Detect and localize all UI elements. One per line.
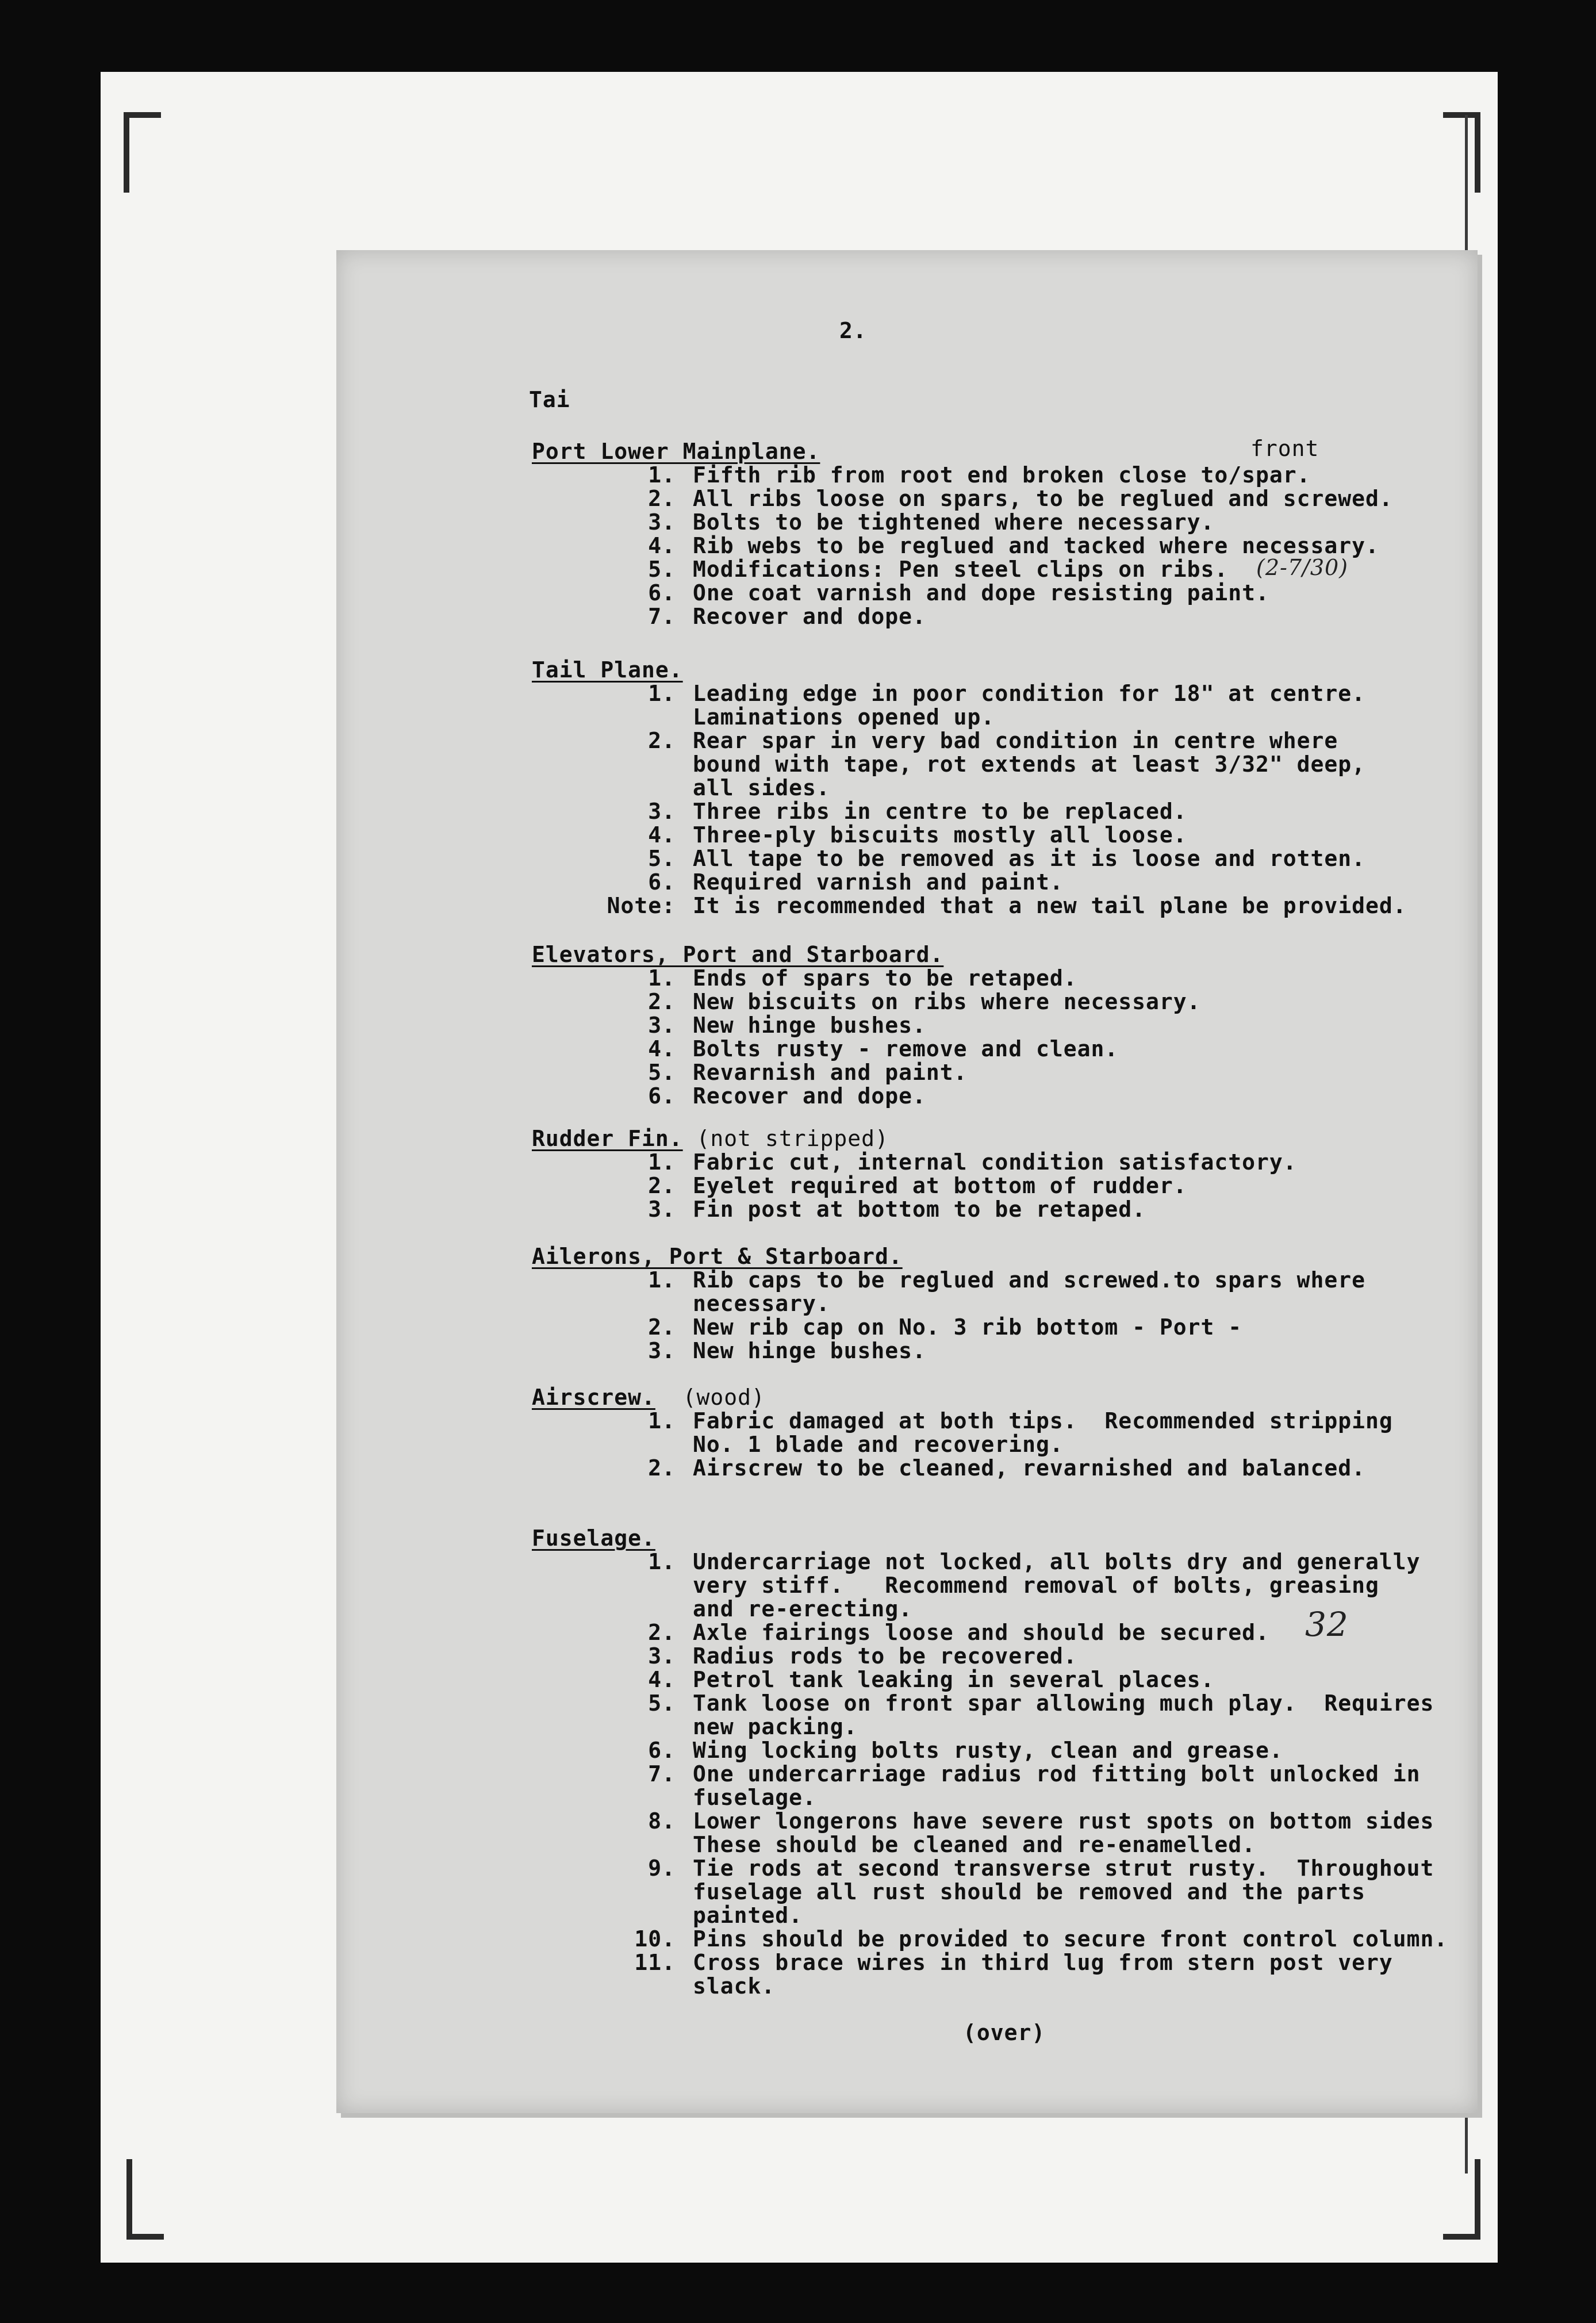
corner-mark-top-right <box>1443 112 1480 193</box>
item-number: 7. <box>648 1761 676 1787</box>
item-text: Fabric cut, internal condition satisfactory. <box>693 1149 1297 1175</box>
list-item <box>532 1014 1200 1037</box>
item-number: 2. <box>648 989 676 1014</box>
section-heading: Rudder Fin. <box>532 1126 683 1151</box>
page-number: 2. <box>839 318 867 343</box>
item-number: 1. <box>648 1408 676 1433</box>
item-text: Rib webs to be reglued and tacked where necessary. <box>693 533 1379 558</box>
list-item <box>532 1268 1365 1316</box>
item-number: 2. <box>648 1173 676 1198</box>
list-item <box>532 729 1407 800</box>
corner-mark-bottom-right <box>1443 2159 1480 2240</box>
section-4 <box>532 1245 1365 1363</box>
item-text: Tie rods at second transverse strut rusty. Throughout fuselage all rust should be removed and the parts painted. <box>693 1856 1434 1928</box>
list-item <box>532 682 1407 729</box>
item-number: 4. <box>648 822 676 848</box>
list-item <box>532 1316 1365 1339</box>
list-item <box>532 871 1407 894</box>
corner-mark-top-left <box>124 112 161 193</box>
section-heading-row <box>532 1245 1365 1268</box>
item-text: Bolts to be tightened where necessary. <box>693 509 1215 535</box>
list-item <box>532 511 1393 534</box>
list-item <box>532 1951 1448 1998</box>
item-text: Recover and dope. <box>693 604 926 629</box>
list-item <box>532 605 1393 628</box>
item-text: It is recommended that a new tail plane be provided. <box>693 893 1407 918</box>
list-item <box>532 1151 1297 1174</box>
item-number: 5. <box>648 1060 676 1085</box>
list-item <box>532 581 1393 605</box>
item-number: 1. <box>648 681 676 706</box>
item-number: 2. <box>648 728 676 753</box>
section-3 <box>532 1127 1297 1221</box>
item-text: New biscuits on ribs where necessary. <box>693 989 1201 1014</box>
section-2 <box>532 943 1200 1108</box>
list-item <box>532 1927 1448 1951</box>
item-text: Undercarriage not locked, all bolts dry and generally very stiff. Recommend removal of bolts, greasing and re-erecting. <box>693 1549 1421 1621</box>
section-heading-row <box>532 440 1393 463</box>
section-heading: Airscrew. <box>532 1385 655 1410</box>
item-number: 9. <box>648 1856 676 1881</box>
list-item <box>532 1037 1200 1061</box>
item-number: 11. <box>634 1950 676 1975</box>
item-number: 5. <box>648 557 676 582</box>
item-text: All ribs loose on spars, to be reglued and screwed. <box>693 486 1393 511</box>
item-number: 8. <box>648 1808 676 1834</box>
item-number: 2. <box>648 486 676 511</box>
list-item <box>532 463 1393 487</box>
section-heading-row <box>532 1127 1297 1151</box>
list-item <box>532 1198 1297 1221</box>
item-number: 6. <box>648 580 676 605</box>
section-heading-row <box>532 658 1407 682</box>
item-number: 1. <box>648 462 676 488</box>
list-item <box>532 534 1393 558</box>
list-item <box>532 1644 1448 1668</box>
list-item <box>532 847 1407 871</box>
item-text: All tape to be removed as it is loose and rotten. <box>693 846 1366 871</box>
item-text: One coat varnish and dope resisting paint. <box>693 580 1269 605</box>
section-heading-row <box>532 943 1200 967</box>
item-text: Recover and dope. <box>693 1083 926 1109</box>
item-text: Petrol tank leaking in several places. <box>693 1667 1215 1692</box>
list-item <box>532 1061 1200 1084</box>
item-number: 3. <box>648 1338 676 1363</box>
item-text: Tank loose on front spar allowing much play. Requires new packing. <box>693 1690 1434 1739</box>
section-heading-note: (wood) <box>655 1385 765 1410</box>
item-text: Rib caps to be reglued and screwed.to spars where necessary. <box>693 1267 1366 1316</box>
item-text: Cross brace wires in third lug from stern post very slack. <box>693 1950 1393 1999</box>
item-number: 6. <box>648 869 676 895</box>
item-number: 3. <box>648 509 676 535</box>
item-number: 4. <box>648 1667 676 1692</box>
list-item <box>532 823 1407 847</box>
item-number: 3. <box>648 1197 676 1222</box>
item-text: Ends of spars to be retaped. <box>693 965 1077 991</box>
item-number: 1. <box>648 1149 676 1175</box>
corner-mark-bottom-left <box>126 2159 164 2240</box>
list-item <box>532 800 1407 823</box>
list-item <box>532 1692 1448 1739</box>
section-heading: Elevators, Port and Starboard. <box>532 942 944 967</box>
item-number: 10. <box>634 1926 676 1952</box>
item-text: Fin post at bottom to be retaped. <box>693 1197 1146 1222</box>
item-text: Eyelet required at bottom of rudder. <box>693 1173 1187 1198</box>
section-6 <box>532 1527 1448 1998</box>
item-text: Bolts rusty - remove and clean. <box>693 1036 1119 1061</box>
item-number: 2. <box>648 1314 676 1340</box>
item-text: Leading edge in poor condition for 18" at centre. Laminations opened up. <box>693 681 1366 730</box>
item-number: 4. <box>648 533 676 558</box>
list-item <box>532 1739 1448 1762</box>
item-number: 2. <box>648 1455 676 1481</box>
section-heading-row <box>532 1527 1448 1550</box>
list-item <box>532 1174 1297 1198</box>
item-number: 7. <box>648 604 676 629</box>
item-text: New rib cap on No. 3 rib bottom - Port - <box>693 1314 1242 1340</box>
section-1 <box>532 658 1407 918</box>
list-item <box>532 1762 1448 1810</box>
section-heading-note: (not stripped) <box>682 1126 889 1151</box>
list-item <box>532 1621 1448 1644</box>
section-heading-row <box>532 1386 1393 1409</box>
item-text: One undercarriage radius rod fitting bolt unlocked in fuselage. <box>693 1761 1421 1810</box>
item-number: 6. <box>648 1083 676 1109</box>
item-number: 5. <box>648 846 676 871</box>
list-item <box>532 967 1200 990</box>
list-item <box>532 1857 1448 1927</box>
item-number: 6. <box>648 1738 676 1763</box>
list-item <box>532 990 1200 1014</box>
item-number: 4. <box>648 1036 676 1061</box>
section-heading: Tail Plane. <box>532 657 683 683</box>
section-heading: Fuselage. <box>532 1525 655 1551</box>
item-text: Airscrew to be cleaned, revarnished and balanced. <box>693 1455 1366 1481</box>
item-number: 3. <box>648 799 676 824</box>
item-text: Revarnish and paint. <box>693 1060 968 1085</box>
item-text: Lower longerons have severe rust spots on bottom sides These should be cleaned and re-enamelled. <box>693 1808 1434 1857</box>
list-item <box>532 1339 1365 1363</box>
list-item <box>532 1084 1200 1108</box>
item-text: Axle fairings loose and should be secured. <box>693 1620 1269 1645</box>
item-number: 3. <box>648 1643 676 1669</box>
list-item <box>532 555 1393 582</box>
handwritten-mark: 32 <box>1305 1605 1349 1644</box>
list-item <box>532 1810 1448 1857</box>
item-text: Modifications: Pen steel clips on ribs. <box>693 557 1229 582</box>
item-text: Fabric damaged at both tips. Recommended stripping No. 1 blade and recovering. <box>693 1408 1393 1457</box>
list-item <box>532 1668 1448 1692</box>
item-number: 1. <box>648 965 676 991</box>
item-number: 2. <box>648 1620 676 1645</box>
section-heading: Port Lower Mainplane. <box>532 439 820 464</box>
item-text: New hinge bushes. <box>693 1338 926 1363</box>
section-heading: Ailerons, Port & Starboard. <box>532 1244 903 1269</box>
item-text: New hinge bushes. <box>693 1013 926 1038</box>
item-number: Note: <box>607 893 676 918</box>
item-text: Rear spar in very bad condition in centre where bound with tape, rot extends at least 3/32" deep, all sides. <box>693 728 1366 800</box>
item-number: 1. <box>648 1267 676 1293</box>
item-text: Three ribs in centre to be replaced. <box>693 799 1187 824</box>
item-number: 5. <box>648 1690 676 1716</box>
item-text: Three-ply biscuits mostly all loose. <box>693 822 1187 848</box>
front-annotation: front <box>1250 436 1319 461</box>
section-0 <box>532 440 1393 628</box>
list-item <box>532 1456 1393 1480</box>
list-item <box>532 487 1393 511</box>
document-page <box>336 250 1478 2113</box>
page-footer: (over) <box>963 2020 1046 2045</box>
item-number: 3. <box>648 1013 676 1038</box>
item-text: Required varnish and paint. <box>693 869 1064 895</box>
handwritten-date: (2-7/30) <box>1256 555 1348 580</box>
list-item <box>532 1550 1448 1621</box>
item-text: Radius rods to be recovered. <box>693 1643 1077 1669</box>
item-text: Fifth rib from root end broken close to/spar. <box>693 462 1311 488</box>
item-text: Wing locking bolts rusty, clean and grease. <box>693 1738 1283 1763</box>
tail-note: Tai <box>529 387 570 412</box>
section-5 <box>532 1386 1393 1480</box>
item-text: Pins should be provided to secure front control column. <box>693 1926 1448 1952</box>
item-number: 1. <box>648 1549 676 1574</box>
list-item <box>532 1409 1393 1456</box>
list-item <box>532 894 1407 918</box>
